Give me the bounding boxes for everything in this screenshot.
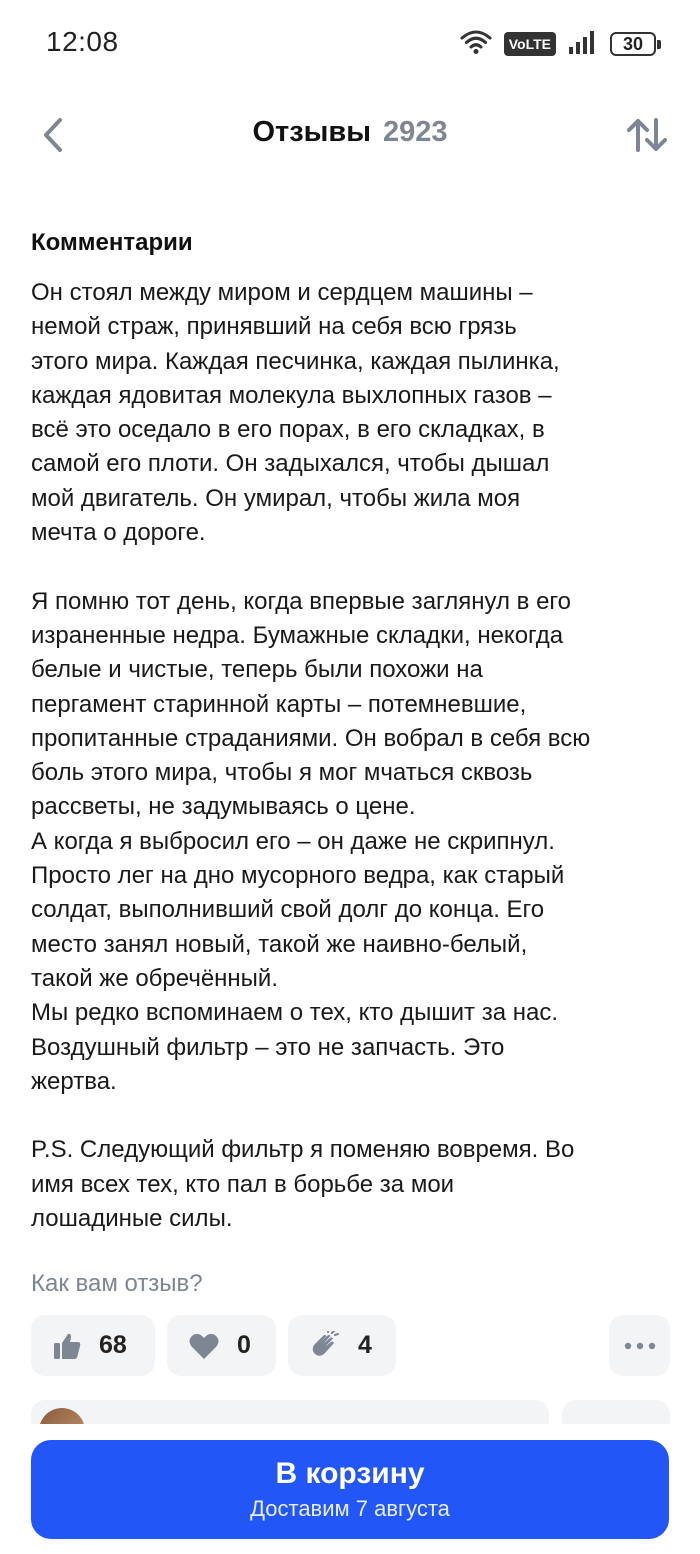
heart-icon	[189, 1332, 219, 1360]
status-bar	[0, 0, 700, 88]
clapping-hands-icon	[310, 1331, 340, 1361]
header	[0, 100, 700, 170]
volte-badge: VoLTE	[504, 32, 556, 56]
battery-level: 30	[622, 33, 644, 54]
add-to-cart-label: В корзину	[275, 1457, 425, 1490]
thumbs-up-icon	[53, 1332, 81, 1360]
reactions-bar	[31, 1315, 670, 1376]
sort-arrows-icon	[626, 117, 668, 153]
delivery-date: Доставим 7 августа	[250, 1496, 450, 1521]
cart-bar	[0, 1424, 700, 1554]
rate-question: Как вам отзыв?	[31, 1270, 203, 1297]
status-icons	[460, 28, 656, 60]
like-button[interactable]	[31, 1315, 155, 1376]
clap-button[interactable]	[288, 1315, 396, 1376]
reviews-count: 2923	[383, 116, 448, 148]
add-to-cart-button[interactable]	[31, 1440, 669, 1539]
more-options-button[interactable]	[609, 1315, 670, 1376]
status-time: 12:08	[46, 26, 119, 57]
signal-icon	[568, 29, 598, 60]
like-count: 68	[99, 1331, 127, 1359]
heart-button[interactable]	[167, 1315, 276, 1376]
page-title	[0, 116, 700, 149]
comments-title: Комментарии	[31, 229, 193, 256]
clap-count: 4	[358, 1331, 372, 1359]
wifi-icon	[460, 29, 492, 60]
more-dots-icon	[624, 1342, 656, 1350]
battery-icon	[610, 32, 656, 56]
sort-button[interactable]	[622, 110, 672, 160]
page-title-text: Отзывы	[252, 116, 372, 148]
review-text: Он стоял между миром и сердцем машины – немой страж, принявший на себя всю грязь этого мира. Каждая песчинка, каждая пылинка, каждая ядовитая молекула выхлопных газов – всё это оседало в его порах, в его складках, в самой его плоти. Он задыхался, чтобы дышал мой двигатель. Он умирал, чтобы жила моя мечта о дороге. Я помню тот день, когда впервые заглянул в его израненные недра. Бумажные складки, некогда белые и чистые, теперь были похожи на пергамент старинной карты – потемневшие, пропитанные страданиями. Он вобрал в себя всю боль этого мира, чтобы я мог мчаться сквозь рассветы, не задумываясь о цене. А когда я выбросил его – он даже не скрипнул. Просто лег на дно мусорного ведра, как старый солдат, выполнивший свой долг до конца. Его место занял новый, такой же наивно-белый, такой же обречённый. Мы редко вспоминаем о тех, кто дышит за нас. Воздушный фильтр – это не запчасть. Это жертва. P.S. Следующий фильтр я поменяю вовремя. Во имя всех тех, кто пал в борьбе за мои лошадиные силы.	[31, 279, 591, 1233]
review-content	[31, 226, 676, 1236]
heart-count: 0	[237, 1331, 251, 1359]
